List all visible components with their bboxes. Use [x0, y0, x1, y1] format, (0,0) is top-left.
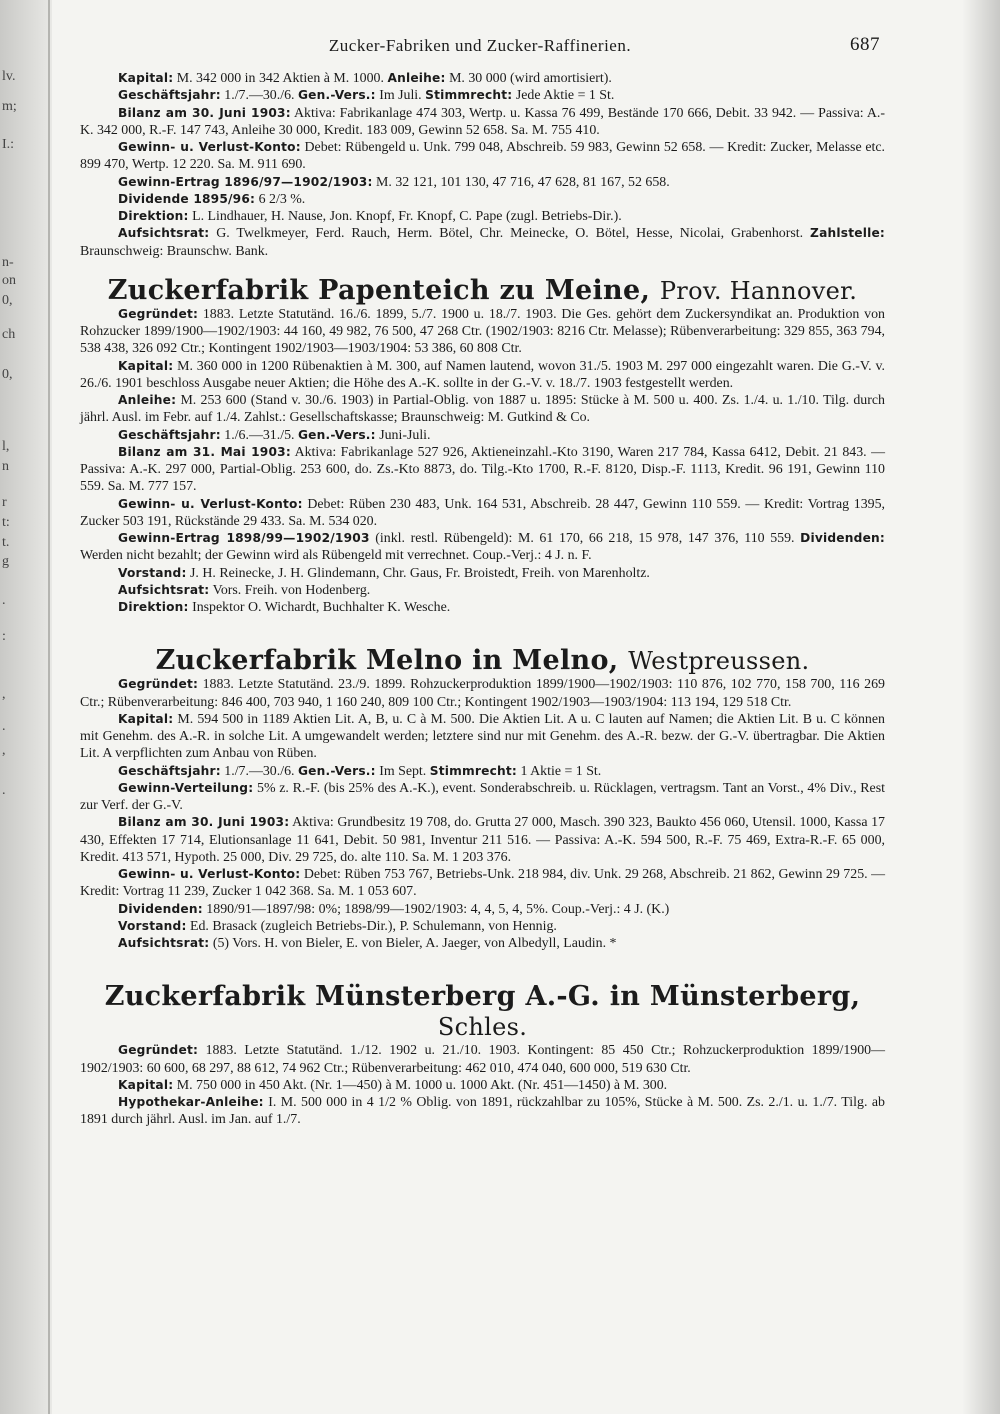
entry-paragraph [80, 105, 885, 140]
field-label: Stimmrecht: [429, 763, 518, 778]
field-label: Direktion: [118, 209, 189, 223]
field-label: Dividenden: [800, 531, 885, 545]
field-label: Bilanz am 30. Juni 1903: [118, 105, 291, 120]
entry-paragraph [80, 866, 885, 901]
field-text: 6 2/3 %. [255, 191, 306, 207]
field-text: Jede Aktie = 1 St. [512, 88, 615, 104]
field-text: Braunschweig: Braunschw. Bank. [80, 243, 269, 259]
entry-paragraph [80, 225, 885, 260]
field-text: 5% z. R.-F. (bis 25% des A.-K.), event. Sonderabschreib. u. Rücklagen, vertragsm. Tant an Vorst., 4% Div., Rest zur Verf. der G.-V. [80, 780, 885, 813]
margin-fragment: n- [2, 255, 14, 270]
entry-paragraph [80, 208, 885, 225]
entry-paragraph [80, 763, 885, 780]
field-text: 1 Aktie = 1 St. [517, 763, 602, 779]
field-text: Aktiva: Fabrikanlage 527 926, Aktieneinzahl.-Kto 3190, Waren 217 784, Kassa 6412, Debit. 21 843. — Passiva: A.-K. 297 000, Partial-Oblig. 253 600, do. Zs.-Kto 8873, do. Tilg.-Kto 1700, R.-F. 8120, Disp.-F. 1113, Kredit. 96 191, Gewinn 110 559. Sa. M. 777 157. [80, 444, 885, 495]
company-region: Westpreussen. [628, 647, 810, 676]
field-label: Gegründet: [118, 306, 199, 321]
entry-paragraph [80, 711, 885, 763]
margin-fragment: I.: [2, 137, 15, 152]
entry-paragraph [80, 139, 885, 174]
entry-capital-line [80, 70, 885, 87]
margin-fragment: . [2, 593, 6, 608]
field-text: (inkl. restl. Rübengeld): M. 61 170, 66 218, 15 978, 147 376, 110 559. [369, 531, 801, 546]
field-label: Gewinn-Ertrag 1898/99—1902/1903 [118, 531, 370, 545]
margin-fragment: 0, [2, 293, 13, 308]
field-text: Debet: Rüben 230 483, Unk. 164 531, Abschreib. 28 447, Gewinn 110 559. — Kredit: Vortrag 1395, Zucker 503 191, Rückstände 29 433. Sa. M. 534 020. [80, 496, 886, 529]
margin-fragment: . [2, 719, 6, 734]
page-number: 687 [850, 34, 880, 55]
field-text: (5) Vors. H. von Bieler, E. von Bieler, A. Jaeger, von Albedyll, Laudin. * [209, 936, 617, 951]
field-text: 1./7.—30./6. [220, 763, 298, 779]
field-text: M. 30 000 (wird amortisiert). [445, 71, 612, 86]
entry-paragraph [80, 780, 885, 815]
field-text: Werden nicht bezahlt; der Gewinn wird als Rübengeld mit verrechnet. Coup.-Verj.: 4 J. n. F. [80, 548, 592, 564]
entry-paragraph [80, 392, 885, 427]
company-region: Schles. [437, 1013, 528, 1042]
field-label: Vorstand: [118, 565, 187, 580]
entry-paragraph [80, 565, 885, 582]
field-label: Gen.-Vers.: [297, 763, 376, 778]
field-label: Gewinn- u. Verlust-Konto: [118, 867, 301, 881]
field-label: Bilanz am 30. Juni 1903: [118, 815, 290, 830]
entry-paragraph [80, 1077, 885, 1094]
field-label: Aufsichtsrat: [118, 226, 210, 241]
field-text: Im Juli. [375, 88, 426, 104]
margin-fragment: 0, [2, 367, 13, 382]
field-label: Kapital: [118, 711, 174, 726]
field-text: M. 32 121, 101 130, 47 716, 47 628, 81 167, 52 658. [372, 174, 670, 190]
entry-paragraph [80, 496, 885, 531]
field-text: 1./6.—31./5. [220, 427, 298, 443]
margin-fragment: t. [2, 535, 10, 550]
field-text: J. H. Reinecke, J. H. Glindemann, Chr. Gaus, Fr. Broistedt, Freih. von Marenholtz. [186, 565, 650, 581]
page-fold-line [48, 0, 50, 1414]
entry-fiscal-line [80, 87, 885, 104]
company-heading [80, 982, 885, 1042]
field-text: 1883. Letzte Statutänd. 23./9. 1899. Rohzuckerproduktion 1899/1900—1902/1903: 110 876, 102 770, 158 700, 116 269 Ctr.; Rübenverarbeitung: 846 400, 703 940, 1 160 240, 809 100 Ctr.; Kontingent 1902/1903—1903/1904: 113 194, 129 518 Ctr. [80, 677, 885, 710]
field-text: Ed. Brasack (zugleich Betriebs-Dir.), P. Schulemann, von Hennig. [186, 918, 557, 934]
field-label: Aufsichtsrat: [118, 936, 210, 950]
entry-paragraph [80, 358, 885, 393]
field-text: M. 750 000 in 450 Akt. (Nr. 1—450) à M. 1000 u. 1000 Akt. (Nr. 451—1450) à M. 300. [173, 1077, 668, 1093]
margin-fragment: , [2, 687, 6, 702]
entry-paragraph [80, 1042, 885, 1077]
margin-fragment: m; [2, 99, 17, 114]
field-label: Gegründet: [118, 1043, 199, 1058]
entry-paragraph [80, 676, 885, 711]
field-label: Geschäftsjahr: [118, 763, 221, 778]
margin-fragment: , [2, 743, 6, 758]
company-heading [80, 276, 885, 306]
field-label: Bilanz am 31. Mai 1903: [118, 444, 291, 459]
field-text: G. Twelkmeyer, Ferd. Rauch, Herm. Bötel, Chr. Meinecke, O. Bötel, Hesse, Nicolai, Grabenhorst. [209, 226, 811, 242]
field-text: 1./7.—30./6. [220, 88, 298, 104]
running-header [80, 36, 880, 62]
field-label: Geschäftsjahr: [118, 427, 221, 442]
field-text: 1883. Letzte Statutänd. 1./12. 1902 u. 21./10. 1903. Kontingent: 85 450 Ctr.; Rohzuckerproduktion 1899/1900—1902/1903: 60 600, 68 297, 88 612, 74 962 Ctr.; Rübenverarbeitung: 462 010, 474 040, 600 000, 519 630 Ctr. [80, 1043, 885, 1076]
entry-paragraph [80, 427, 885, 444]
field-label: Gewinn-Ertrag 1896/97—1902/1903: [118, 174, 373, 189]
entry-paragraph [80, 306, 885, 358]
field-label: Kapital: [118, 1077, 174, 1092]
entry-paragraph [80, 582, 885, 599]
field-label: Gewinn- u. Verlust-Konto: [118, 496, 303, 511]
company-heading [80, 646, 885, 676]
company-name: Zuckerfabrik Münsterberg A.-G. in Münsterberg, [104, 981, 861, 1013]
field-label: Dividenden: [118, 901, 203, 916]
entry-paragraph [80, 918, 885, 935]
field-label: Anleihe: [118, 393, 177, 407]
company-name: Zuckerfabrik Papenteich zu Meine, [107, 274, 651, 306]
field-label: Kapital: [118, 71, 174, 85]
entry-paragraph [80, 901, 885, 918]
field-label: Aufsichtsrat: [118, 582, 210, 597]
company-name: Zuckerfabrik Melno in Melno, [155, 645, 619, 677]
entry-paragraph [80, 599, 885, 616]
entry-paragraph [80, 174, 885, 191]
margin-fragment: r [2, 495, 7, 510]
margin-fragment: l, [2, 439, 10, 454]
entry-paragraph [80, 191, 885, 208]
entry-paragraph [80, 444, 885, 496]
entry-paragraph [80, 814, 885, 866]
field-text: Inspektor O. Wichardt, Buchhalter K. Wesche. [188, 600, 451, 615]
company-region: Prov. Hannover. [659, 276, 858, 305]
field-label: Zahlstelle: [810, 226, 885, 241]
margin-fragment: . [2, 783, 6, 798]
field-text: Debet: Rüben 753 767, Betriebs-Unk. 218 984, div. Unk. 29 268, Abschreib. 21 862, Gewinn 29 725. — Kredit: Vortrag 11 239, Zucker 1 042 368. Sa. M. 1 053 607. [80, 867, 885, 900]
field-text: L. Lindhauer, H. Nause, Jon. Knopf, Fr. Knopf, C. Pape (zugl. Betriebs-Dir.). [188, 209, 622, 224]
margin-fragment: : [2, 629, 6, 644]
field-label: Hypothekar-Anleihe: [118, 1095, 264, 1109]
text-column [80, 70, 885, 1129]
field-label: Geschäftsjahr: [118, 88, 221, 103]
entry-paragraph [80, 530, 885, 565]
field-text: 1883. Letzte Statutänd. 16./6. 1899, 5./7. 1900 u. 18./7. 1903. Die Ges. gehört dem Zuckersyndikat an. Produktion von Rohzucker 1899/1900—1902/1903: 44 160, 49 982, 76 500, 47 268 Ctr. (1902/1903: 8216 Ctr. Melasse); Rübenverarbeitung: 329 855, 363 794, 538 438, 326 092 Ctr.; Kontingent 1902/1903—1903/1904: 53 386, 60 808 Ctr. [80, 306, 885, 357]
margin-fragment: ch [2, 327, 16, 342]
field-label: Anleihe: [387, 71, 446, 85]
field-label: Gewinn-Verteilung: [118, 780, 254, 795]
field-text: M. 253 600 (Stand v. 30./6. 1903) in Partial-Oblig. von 1887 u. 1895: Stücke à M. 500 u. 400. Zs. 1./4. u. 1./10. Tilg. durch jährl. Ausl. im Febr. auf 1./4. Zahlst.: Gesellschaftskasse; Braunschweig: M. Gutkind & Co. [80, 393, 885, 426]
running-header-title: Zucker-Fabriken und Zucker-Raffinerien. [328, 36, 632, 55]
margin-fragment: lv. [2, 69, 16, 84]
entry-paragraph [80, 1094, 885, 1129]
field-text: Vors. Freih. von Hodenberg. [209, 582, 371, 598]
field-label: Vorstand: [118, 918, 187, 933]
field-label: Direktion: [118, 600, 189, 614]
field-label: Gewinn- u. Verlust-Konto: [118, 140, 301, 154]
field-text: Debet: Rübengeld u. Unk. 799 048, Abschreib. 59 983, Gewinn 52 658. — Kredit: Zucker, Melasse etc. 899 470, Wertp. 12 220. Sa. M. 911 690. [80, 140, 885, 173]
field-text: M. 360 000 in 1200 Rübenaktien à M. 300, auf Namen lautend, wovon 31./5. 1903 M. 297 000 eingezahlt waren. Die G.-V. v. 26./6. 1901 beschloss Ausgabe neuer Aktien; die Höhe des A.-K. sollte in der G.-V. v. 18./7. 1903 festgestellt werden. [80, 358, 885, 391]
entry-paragraph [80, 935, 885, 952]
field-label: Stimmrecht: [425, 88, 513, 103]
margin-fragment: t: [2, 515, 10, 530]
margin-fragment: n [2, 459, 9, 474]
field-text: M. 594 500 in 1189 Aktien Lit. A, B, u. C à M. 500. Die Aktien Lit. A u. C lauten auf Namen; die Aktien Lit. B u. C können mit Genehm. des A.-R. in solche Lit. A umgewandelt werden; letztere sind nur mit Genehm. des A.-R. bezw. der G.-V. übertragbar. Die Aktien Lit. A verpflichten zum Anbau von Rüben. [80, 711, 885, 762]
field-label: Kapital: [118, 358, 174, 373]
field-text: I. M. 500 000 in 4 1/2 % Oblig. von 1891, rückzahlbar zu 105%, Stücke à M. 500. Zs. 2./1. u. 1./7. Tilg. ab 1891 durch jährl. Ausl. im Jan. auf 1./7. [80, 1095, 885, 1128]
field-text: 1890/91—1897/98: 0%; 1898/99—1902/1903: 4, 4, 5, 4, 5%. Coup.-Verj.: 4 J. (K.) [202, 901, 670, 917]
field-label: Gen.-Vers.: [297, 88, 376, 103]
field-label: Gegründet: [118, 677, 199, 692]
left-page-margin [0, 0, 52, 1414]
field-text: Im Sept. [375, 763, 430, 779]
field-text: Aktiva: Fabrikanlage 474 303, Wertp. u. Kassa 76 499, Bestände 170 666, Debit. 33 942. — Passiva: A.-K. 342 000, R.-F. 147 743, Anleihe 30 000, Kredit. 183 009, Gewinn 52 658. Sa. M. 755 410. [80, 105, 885, 138]
right-page-shadow [962, 0, 1000, 1414]
margin-fragment: g [2, 554, 9, 569]
field-label: Gen.-Vers.: [297, 427, 376, 442]
field-text: Juni-Juli. [375, 427, 431, 443]
field-label: Dividende 1895/96: [118, 191, 256, 206]
margin-fragment: on [2, 273, 16, 288]
field-text: M. 342 000 in 342 Aktien à M. 1000. [173, 71, 388, 86]
field-text: Aktiva: Grundbesitz 19 708, do. Grutta 27 000, Masch. 390 323, Baukto 456 060, Utensil. 1000, Kassa 17 430, Effekten 17 714, Elutionsanlage 11 641, Debit. 50 981, Inventur 211 516. — Passiva: A.-K. 594 500, R.-F. 75 469, Extra-R.-F. 65 000, Kredit. 413 571, Hypoth. 25 000, Div. 29 725, do. alte 110. Sa. M. 1 203 376. [80, 815, 885, 865]
